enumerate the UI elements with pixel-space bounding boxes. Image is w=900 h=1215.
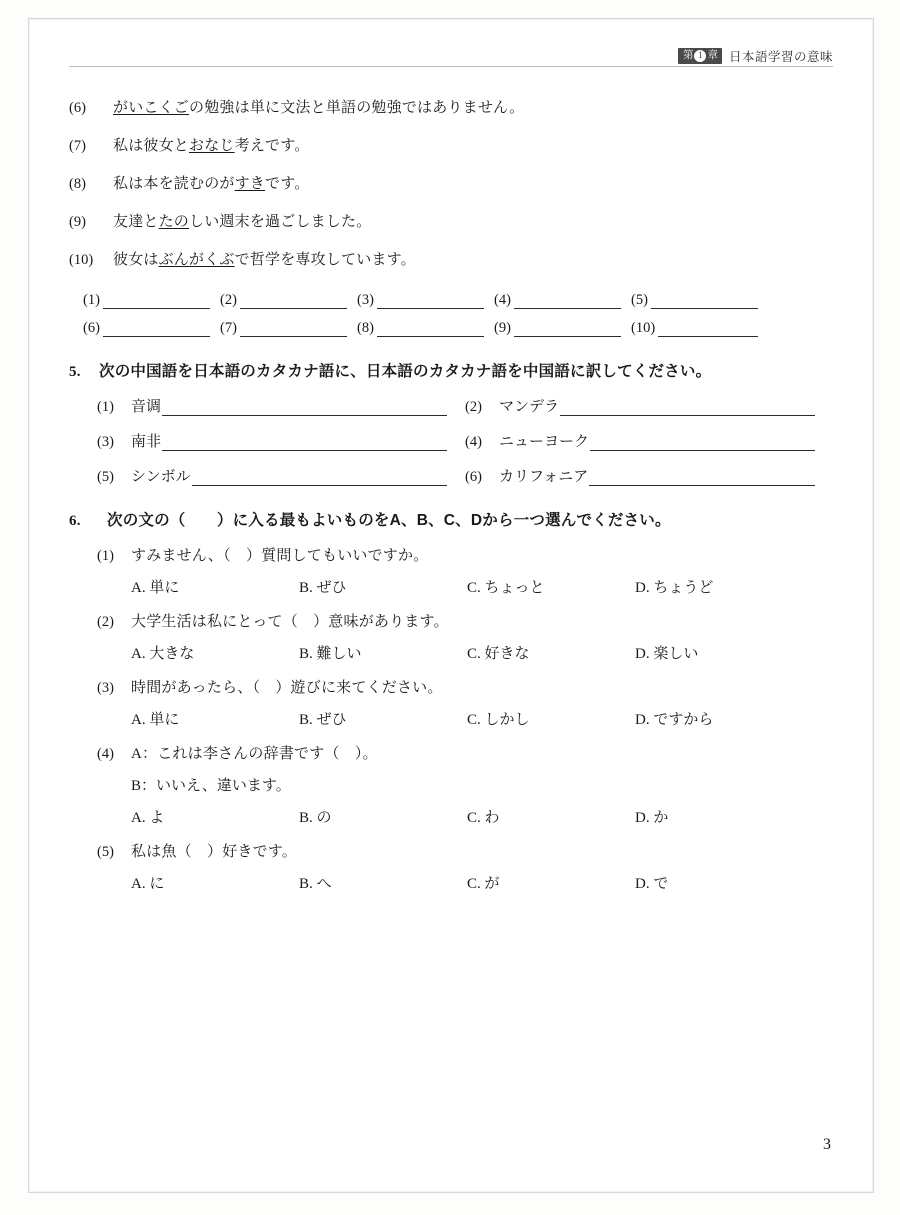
list-item <box>69 211 833 234</box>
item-number: (2) <box>97 613 114 630</box>
item-text-post: しい週末を過ごしました。 <box>189 214 372 230</box>
answer-blank[interactable] <box>494 292 631 309</box>
mc-option[interactable]: D. ちょうど <box>635 579 714 596</box>
item-text <box>113 97 524 120</box>
katakana-item[interactable] <box>97 395 465 416</box>
mc-option[interactable]: C. ちょっと <box>467 579 545 596</box>
mc-option[interactable]: C. わ <box>467 809 500 826</box>
answer-blank-rule[interactable] <box>192 472 447 486</box>
mc-question <box>69 544 833 565</box>
item-word: 音调 <box>131 398 162 415</box>
answer-blank-label: (9) <box>494 319 511 336</box>
item-number: (8) <box>69 176 86 192</box>
katakana-item[interactable] <box>97 465 465 486</box>
answer-blank-label: (10) <box>631 319 656 336</box>
mc-options <box>69 642 833 663</box>
mc-option[interactable]: D. で <box>635 875 669 892</box>
item-word: ニューヨーク <box>499 433 590 450</box>
section-5-number: 5. <box>69 363 81 380</box>
item-text <box>113 135 309 158</box>
mc-question <box>69 676 833 697</box>
item-number: (3) <box>97 679 114 696</box>
answer-blank-rule[interactable] <box>651 294 758 309</box>
answer-blank-row <box>83 292 833 309</box>
answer-blank-label: (3) <box>357 291 374 308</box>
question-stem: すみません、（ ）質問してもいいですか。 <box>131 547 429 564</box>
item-number: (2) <box>465 398 482 415</box>
item-word: シンボル <box>131 468 191 485</box>
question-stem: 大学生活は私にとって（ ）意味があります。 <box>131 613 449 630</box>
page-number: 3 <box>823 1136 831 1153</box>
mc-option[interactable]: A. に <box>131 875 165 892</box>
item-number: (4) <box>97 745 114 762</box>
item-text-post: の勉強は単に文法と単語の勉強ではありません。 <box>189 100 525 116</box>
item-number: (9) <box>69 214 86 230</box>
answer-blank-rule[interactable] <box>162 437 447 451</box>
item-number: (7) <box>69 138 86 154</box>
answer-blank[interactable] <box>357 292 494 309</box>
answer-blank-rule[interactable] <box>103 322 210 337</box>
chapter-number: 1 <box>694 50 706 62</box>
katakana-item[interactable] <box>97 430 465 451</box>
mc-option[interactable]: D. か <box>635 809 669 826</box>
item-number: (1) <box>97 547 114 564</box>
item-word: カリフォニア <box>499 468 589 485</box>
running-head-title: 日本語学習の意味 <box>728 50 833 64</box>
answer-blank-rule[interactable] <box>658 322 758 337</box>
answer-blank-label: (2) <box>220 291 237 308</box>
item-text <box>113 173 309 196</box>
item-number: (4) <box>465 433 482 450</box>
item-number: (5) <box>97 468 114 485</box>
mc-question <box>69 840 833 861</box>
list-item <box>69 135 833 158</box>
answer-blank-label: (1) <box>83 291 100 308</box>
answer-blank[interactable] <box>220 292 357 309</box>
item-number: (6) <box>465 468 482 485</box>
answer-blank-label: (4) <box>494 291 511 308</box>
item-text <box>113 211 371 234</box>
page-surface <box>28 18 874 1193</box>
answer-blank-rule[interactable] <box>514 322 621 337</box>
katakana-item[interactable] <box>465 430 833 451</box>
item-number: (1) <box>97 398 114 415</box>
item-number: (5) <box>97 843 114 860</box>
item-underlined: ぶんがくぶ <box>158 252 235 268</box>
answer-blank[interactable] <box>494 320 631 337</box>
katakana-item[interactable] <box>465 395 833 416</box>
section-5-title: 次の中国語を日本語のカタカナ語に、日本語のカタカナ語を中国語に訳してください。 <box>99 362 712 380</box>
item-number: (3) <box>97 433 114 450</box>
answer-blank[interactable] <box>220 320 357 337</box>
mc-question <box>69 742 833 763</box>
question-stem-continued: B：いいえ、違います。 <box>131 777 291 794</box>
list-item <box>69 249 833 272</box>
page-content <box>69 97 833 906</box>
answer-blank-rule[interactable] <box>103 294 210 309</box>
question-stem: 時間があったら、（ ）遊びに来てください。 <box>131 679 443 696</box>
section-6-title: 次の文の（ ）に入る最もよいものをA、B、C、Dから一つ選んでください。 <box>107 511 671 529</box>
mc-options <box>69 576 833 597</box>
answer-blank-rule[interactable] <box>560 402 815 416</box>
answer-blank-rule[interactable] <box>589 472 815 486</box>
mc-option[interactable]: C. しかし <box>467 711 530 728</box>
mc-option[interactable]: B. ぜひ <box>299 579 347 596</box>
item-text-post: です。 <box>265 176 310 192</box>
answer-blank-rule[interactable] <box>590 437 815 451</box>
item-underlined: たの <box>158 214 190 230</box>
item-number: (6) <box>69 100 86 116</box>
answer-blank-rule[interactable] <box>377 294 484 309</box>
answer-blank-rule[interactable] <box>240 294 347 309</box>
mc-question <box>69 610 833 631</box>
mc-options <box>69 806 833 827</box>
answer-blank-label: (5) <box>631 291 648 308</box>
mc-option[interactable]: A. 大きな <box>131 645 195 662</box>
item-text-pre: 友達と <box>113 214 159 230</box>
katakana-item[interactable] <box>465 465 833 486</box>
answer-blank[interactable] <box>83 320 220 337</box>
answer-blank-label: (8) <box>357 319 374 336</box>
item-underlined: がいこくご <box>113 100 190 116</box>
mc-option[interactable]: C. が <box>467 875 500 892</box>
mc-options <box>69 872 833 893</box>
katakana-row <box>69 395 833 416</box>
chapter-suffix: 章 <box>707 50 718 62</box>
answer-blank-row <box>83 320 833 337</box>
item-text-pre: 私は彼女と <box>113 138 190 154</box>
item-text-post: で哲学を専攻しています。 <box>234 252 416 268</box>
section-6-number: 6. <box>69 512 81 529</box>
mc-option[interactable]: B. 難しい <box>299 645 362 662</box>
item-text <box>113 249 416 272</box>
answer-blank-rule[interactable] <box>162 402 447 416</box>
item-text-post: 考えです。 <box>234 138 310 154</box>
mc-option[interactable]: D. ですから <box>635 711 714 728</box>
list-item <box>69 97 833 120</box>
question-stem: A：これは李さんの辞書です（ ）。 <box>131 745 378 762</box>
item-underlined: すき <box>234 176 266 192</box>
mc-option[interactable]: C. 好きな <box>467 645 530 662</box>
answer-blank-label: (7) <box>220 319 237 336</box>
mc-option[interactable]: B. へ <box>299 875 332 892</box>
answer-blank[interactable] <box>631 292 768 309</box>
running-head <box>678 47 833 65</box>
chapter-prefix: 第 <box>682 50 694 62</box>
header-divider <box>69 66 833 67</box>
mc-option[interactable]: D. 楽しい <box>635 645 699 662</box>
mc-option[interactable]: A. よ <box>131 809 165 826</box>
mc-options <box>69 708 833 729</box>
section-6-heading <box>69 508 833 530</box>
katakana-row <box>69 465 833 486</box>
katakana-row <box>69 430 833 451</box>
answer-blank-rule[interactable] <box>514 294 621 309</box>
answer-blank[interactable] <box>357 320 494 337</box>
mc-option[interactable]: B. ぜひ <box>299 711 347 728</box>
item-word: マンデラ <box>499 398 560 415</box>
answer-blank-rule[interactable] <box>377 322 484 337</box>
chapter-badge <box>678 48 722 63</box>
item-text-pre: 彼女は <box>113 252 159 268</box>
mc-option[interactable]: B. の <box>299 809 332 826</box>
answer-blank-rule[interactable] <box>240 322 347 337</box>
list-item <box>69 173 833 196</box>
mc-option[interactable]: A. 単に <box>131 711 180 728</box>
section-5-heading <box>69 359 833 381</box>
item-text-pre: 私は本を読むのが <box>113 176 235 192</box>
item-underlined: おなじ <box>189 138 235 154</box>
question-stem: 私は魚（ ）好きです。 <box>131 843 298 860</box>
item-number: (10) <box>69 252 94 268</box>
mc-option[interactable]: A. 単に <box>131 579 180 596</box>
answer-blank-label: (6) <box>83 319 100 336</box>
answer-blank[interactable] <box>83 292 220 309</box>
exercise-4-items <box>69 97 833 272</box>
item-word: 南非 <box>131 433 162 450</box>
answer-blank[interactable] <box>631 320 768 337</box>
